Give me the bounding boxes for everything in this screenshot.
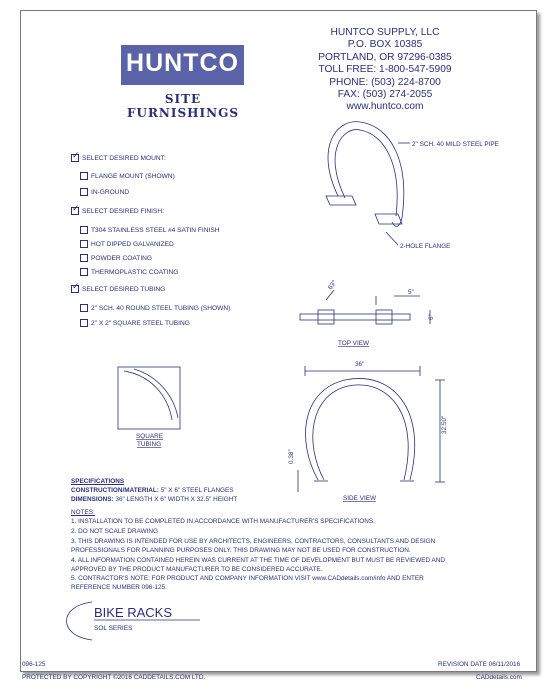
company-phone: PHONE: (503) 224-8700 <box>329 76 441 88</box>
dimensions-label: DIMENSIONS: <box>71 496 114 503</box>
top-view-label: TOP VIEW <box>338 340 370 347</box>
caddetails-link[interactable]: CADdetails.com <box>476 674 522 681</box>
side-view <box>298 366 445 492</box>
note-line: 2. DO NOT SCALE DRAWING <box>71 528 158 535</box>
company-address-1: P.O. BOX 10385 <box>347 39 423 51</box>
spec-construction <box>71 487 234 494</box>
drawing-subtitle: SOL SERIES <box>94 625 133 632</box>
square-tubing-detail <box>118 367 180 429</box>
company-web: www.huntco.com <box>346 101 424 113</box>
side-height-dim: 32.50" <box>441 415 448 434</box>
copyright-notice: PROTECTED BY COPYRIGHT ©2016 CADDETAILS.COM LTD. <box>22 674 206 681</box>
construction-value: 5" X 6" STEEL FLANGES <box>160 487 234 494</box>
note-line: 3. THIS DRAWING IS INTENDED FOR USE BY ARCHITECTS, ENGINEERS, CONTRACTORS, CONSULTANTS AND DESIGN <box>71 538 436 545</box>
pipe-callout: 2" SCH. 40 MILD STEEL PIPE <box>412 141 499 148</box>
finish-option-label: THERMOPLASTIC COATING <box>91 268 179 276</box>
flange-callout: 2-HOLE FLANGE <box>400 243 451 250</box>
flange-leader <box>386 232 398 245</box>
company-name: HUNTCO SUPPLY, LLC <box>330 27 440 38</box>
specs-heading: SPECIFICATIONS <box>71 478 125 485</box>
note-line: 1. INSTALLATION TO BE COMPLETED IN ACCORDANCE WITH MANUFACTURER'S SPECIFICATIONS. <box>71 518 375 525</box>
finish-option-label: T304 STAINLESS STEEL #4 SATIN FINISH <box>91 226 220 234</box>
square-label-2: TUBING <box>137 441 162 448</box>
dimensions-value: 36" LENGTH X 6" WIDTH X 32.5" HEIGHT <box>115 496 238 503</box>
tubing-label: SELECT DESIRED TUBING <box>82 285 166 293</box>
mount-option-label: IN-GROUND <box>91 188 130 196</box>
side-base-dim: 0.38" <box>288 449 295 464</box>
revision-date: REVISION DATE 06/11/2016 <box>438 661 521 668</box>
top-depth-dim: 6" <box>428 314 435 320</box>
company-tollfree: TOLL FREE: 1-800-547-5909 <box>318 64 452 76</box>
note-line: APPROVED BY THE PRODUCT MANUFACTURER TO BE CONSIDERED ACCURATE. <box>71 566 323 573</box>
square-label-1: SQUARE <box>136 433 163 440</box>
note-line: 5. CONTRACTOR'S NOTE: FOR PRODUCT AND COMPANY INFORMATION VISIT www.CADdetails.com/info AND ENTER <box>71 575 424 582</box>
company-fax: FAX: (503) 274-2055 <box>337 89 433 101</box>
top-angle-dim: 63° <box>326 279 339 292</box>
logo-name: HUNTCO <box>126 49 239 77</box>
top-width-dim: 5" <box>408 289 414 296</box>
finish-label: SELECT DESIRED FINISH: <box>82 207 164 215</box>
tubing-option-label: 2" SCH. 40 ROUND STEEL TUBING (SHOWN) <box>91 304 231 312</box>
drawing-title: BIKE RACKS <box>94 605 173 620</box>
construction-label: CONSTRUCTION/MATERIAL: <box>71 487 159 494</box>
finish-option-label: HOT DIPPED GALVANIZED <box>91 240 174 248</box>
logo-tagline: SITE FURNISHINGS <box>126 92 240 120</box>
tubing-option-label: 2" X 2" SQUARE STEEL TUBING <box>91 319 190 327</box>
mount-option-label: FLANGE MOUNT (SHOWN) <box>91 172 175 180</box>
finish-option-label: POWDER COATING <box>91 254 153 262</box>
note-line: 4. ALL INFORMATION CONTAINED HEREIN WAS CURRENT AT THE TIME OF DEVELOPMENT BUT MUST BE REVIEWED AND <box>71 557 446 564</box>
reference-number: 096-125 <box>22 661 46 668</box>
side-view-label: SIDE VIEW <box>343 495 377 502</box>
company-address-2: PORTLAND, OR 97296-0385 <box>318 51 452 63</box>
title-bracket <box>67 602 93 640</box>
note-line: PROFESSIONALS FOR PLANNING PURPOSES ONLY. THIS DRAWING MAY NOT BE USED FOR CONSTRUCTION. <box>71 547 411 554</box>
note-line: REFERENCE NUMBER 096-125. <box>71 584 167 591</box>
mount-label: SELECT DESIRED MOUNT: <box>82 154 166 162</box>
notes-heading: NOTES: <box>71 509 95 516</box>
perspective-hoop <box>326 122 404 227</box>
spec-dimensions <box>71 496 237 503</box>
side-width-dim: 36" <box>355 361 365 368</box>
